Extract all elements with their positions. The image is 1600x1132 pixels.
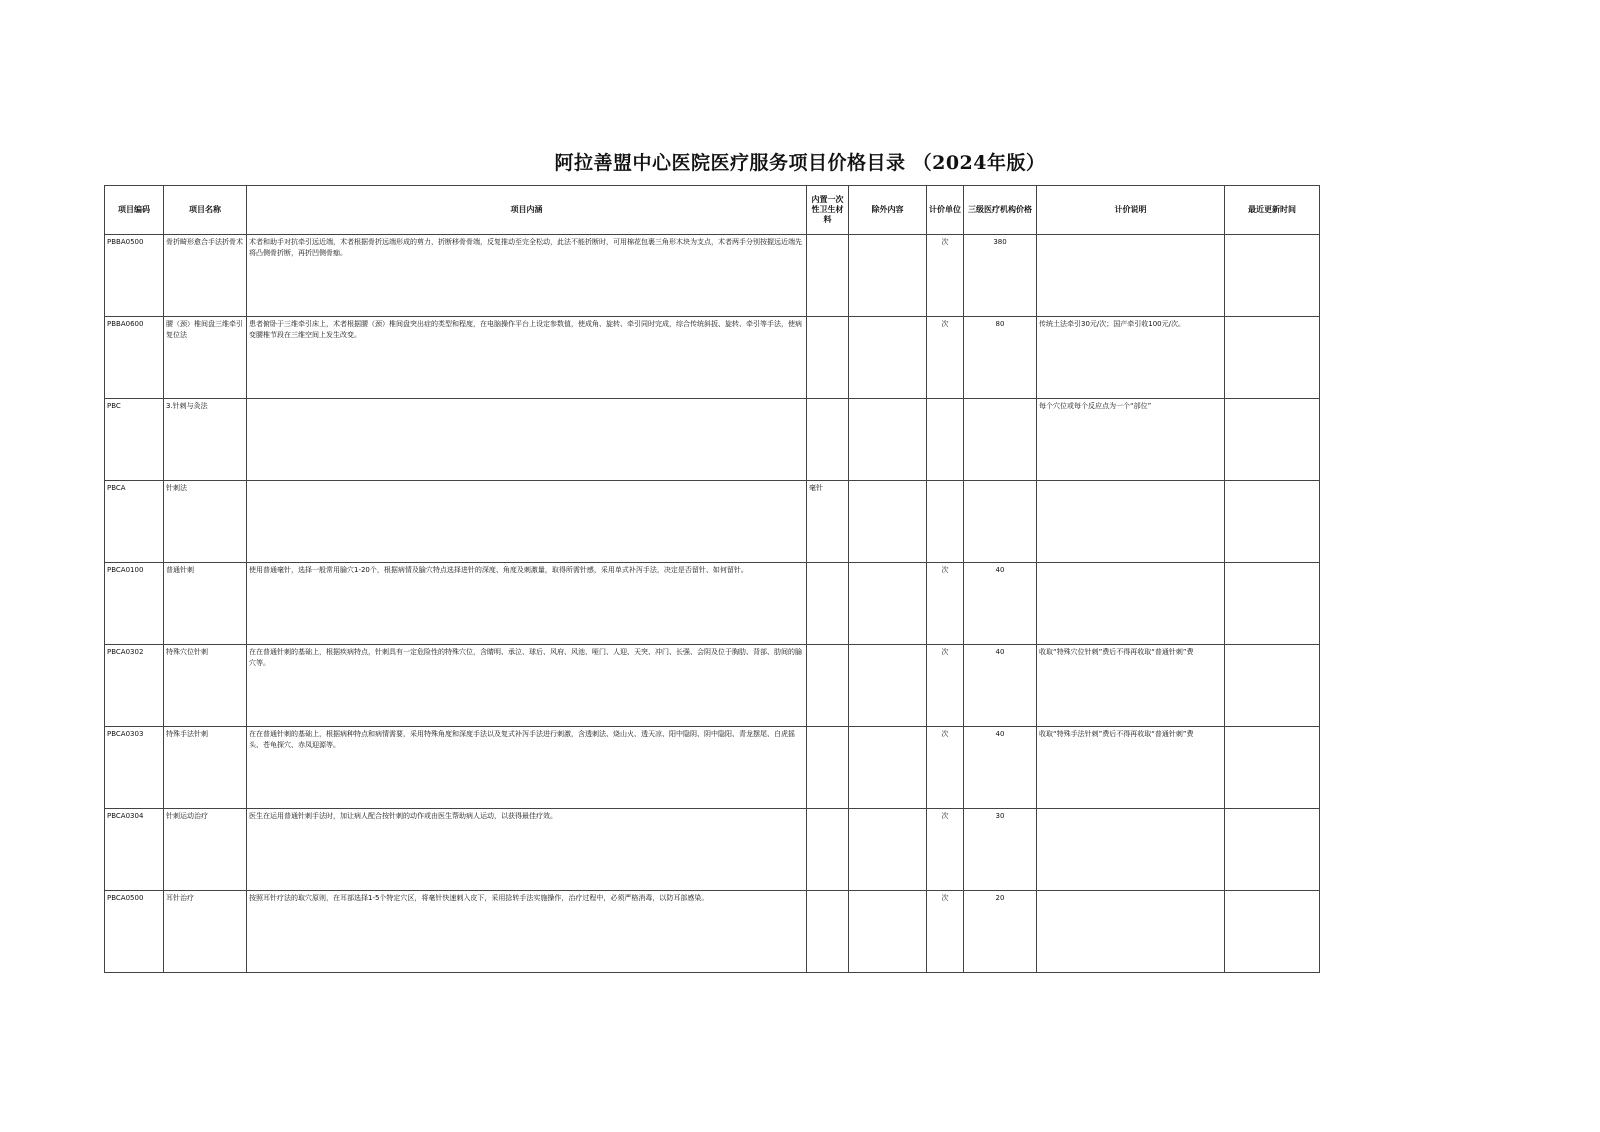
cell-price: 80: [964, 317, 1037, 399]
cell-code: PBCA0302: [105, 645, 164, 727]
cell-updated: [1225, 317, 1320, 399]
table-row: [105, 235, 1320, 317]
table-row: [105, 809, 1320, 891]
cell-price: 40: [964, 645, 1037, 727]
cell-content: 按照耳针疗法的取穴原则，在耳部选择1-5个特定穴区，将毫针快速刺入皮下，采用捻转手法实施操作，治疗过程中，必须严格消毒，以防耳部感染。: [247, 891, 807, 973]
cell-updated: [1225, 481, 1320, 563]
cell-updated: [1225, 727, 1320, 809]
cell-price: 40: [964, 563, 1037, 645]
cell-material: 毫针: [807, 481, 849, 563]
cell-excluded: [849, 235, 927, 317]
cell-content: [247, 481, 807, 563]
cell-price: 40: [964, 727, 1037, 809]
header-excluded: 除外内容: [849, 186, 927, 235]
cell-price: 30: [964, 809, 1037, 891]
cell-excluded: [849, 317, 927, 399]
price-catalog-table: [104, 185, 1320, 973]
cell-price: [964, 399, 1037, 481]
cell-code: PBBA0600: [105, 317, 164, 399]
cell-excluded: [849, 727, 927, 809]
cell-material: [807, 235, 849, 317]
cell-name: 普通针刺: [164, 563, 247, 645]
cell-name: 骨折畸形愈合手法折骨术: [164, 235, 247, 317]
table-row: [105, 481, 1320, 563]
cell-updated: [1225, 809, 1320, 891]
cell-content: 患者俯卧于三维牵引床上，术者根据腰（颈）椎间盘突出症的类型和程度，在电脑操作平台上设定参数值，使成角、旋转、牵引同时完成，综合传统斜扳、旋转、牵引等手法，使病变腰椎节段在三维空间上发生改变。: [247, 317, 807, 399]
cell-code: PBC: [105, 399, 164, 481]
cell-unit: 次: [927, 727, 964, 809]
cell-price: 380: [964, 235, 1037, 317]
cell-note: [1037, 563, 1225, 645]
cell-note: [1037, 481, 1225, 563]
cell-updated: [1225, 891, 1320, 973]
cell-name: 针刺法: [164, 481, 247, 563]
cell-excluded: [849, 809, 927, 891]
cell-excluded: [849, 645, 927, 727]
cell-code: PBBA0500: [105, 235, 164, 317]
header-code: 项目编码: [105, 186, 164, 235]
cell-code: PBCA0100: [105, 563, 164, 645]
cell-updated: [1225, 645, 1320, 727]
cell-content: 在在普通针刺的基础上，根据疾病特点，针刺具有一定危险性的特殊穴位，含睛明、承泣、球后、风府、风池、哑门、人迎、天突、冲门、长强、会阴及位于胸肋、背部、肋间的腧穴等。: [247, 645, 807, 727]
cell-content: 在在普通针刺的基础上，根据病种特点和病情需要，采用特殊角度和深度手法以及复式补泻手法进行刺激，含透刺法、烧山火、透天凉、阳中隐阴、阴中隐阳、青龙摆尾、白虎摇头、苍龟探穴、赤凤迎源等。: [247, 727, 807, 809]
header-price: 三级医疗机构价格: [964, 186, 1037, 235]
table-row: [105, 891, 1320, 973]
cell-note: 收取“特殊穴位针刺”费后不得再收取“普通针刺”费: [1037, 645, 1225, 727]
cell-material: [807, 809, 849, 891]
document-title: 阿拉善盟中心医院医疗服务项目价格目录 （2024年版）: [554, 152, 1046, 174]
cell-unit: [927, 481, 964, 563]
header-material: 内置一次性卫生材料: [807, 186, 849, 235]
cell-note: 每个穴位或每个反应点为一个“部位”: [1037, 399, 1225, 481]
header-updated: 最近更新时间: [1225, 186, 1320, 235]
cell-unit: 次: [927, 891, 964, 973]
table-row: [105, 399, 1320, 481]
cell-unit: 次: [927, 809, 964, 891]
cell-content: [247, 399, 807, 481]
cell-updated: [1225, 563, 1320, 645]
cell-note: [1037, 891, 1225, 973]
cell-unit: 次: [927, 645, 964, 727]
cell-content: 术者和助手对抗牵引远近端，术者根据骨折远端形成的剪力，折断移骨骨端，反复推动至完全松动，此法不能折断时，可用棉花包裹三角形木块为支点，术者两手分别按握远近端先将凸侧骨折断，再折凹侧骨痂。: [247, 235, 807, 317]
cell-note: [1037, 809, 1225, 891]
cell-name: 特殊手法针刺: [164, 727, 247, 809]
header-name: 项目名称: [164, 186, 247, 235]
cell-price: 20: [964, 891, 1037, 973]
table-row: [105, 317, 1320, 399]
cell-material: [807, 399, 849, 481]
header-unit: 计价单位: [927, 186, 964, 235]
cell-code: PBCA0303: [105, 727, 164, 809]
cell-name: 特殊穴位针刺: [164, 645, 247, 727]
cell-unit: 次: [927, 317, 964, 399]
cell-material: [807, 645, 849, 727]
cell-excluded: [849, 481, 927, 563]
cell-unit: 次: [927, 235, 964, 317]
cell-code: PBCA: [105, 481, 164, 563]
table-header-row: [105, 186, 1320, 235]
header-note: 计价说明: [1037, 186, 1225, 235]
table-row: [105, 563, 1320, 645]
cell-name: 腰（颈）椎间盘三维牵引复位法: [164, 317, 247, 399]
cell-excluded: [849, 563, 927, 645]
cell-unit: [927, 399, 964, 481]
cell-name: 针刺运动治疗: [164, 809, 247, 891]
cell-note: 传统土法牵引30元/次；国产牵引收100元/次。: [1037, 317, 1225, 399]
cell-code: PBCA0304: [105, 809, 164, 891]
cell-updated: [1225, 235, 1320, 317]
cell-content: 医生在运用普通针刺手法时，加让病人配合按针刺的动作或由医生帮助病人运动，以获得最佳疗效。: [247, 809, 807, 891]
cell-note: [1037, 235, 1225, 317]
cell-note: 收取“特殊手法针刺”费后不得再收取“普通针刺”费: [1037, 727, 1225, 809]
cell-material: [807, 727, 849, 809]
cell-updated: [1225, 399, 1320, 481]
table-row: [105, 727, 1320, 809]
cell-excluded: [849, 399, 927, 481]
cell-excluded: [849, 891, 927, 973]
cell-material: [807, 317, 849, 399]
header-content: 项目内涵: [247, 186, 807, 235]
cell-price: [964, 481, 1037, 563]
cell-material: [807, 891, 849, 973]
cell-code: PBCA0500: [105, 891, 164, 973]
cell-name: 3.针刺与灸法: [164, 399, 247, 481]
cell-name: 耳针治疗: [164, 891, 247, 973]
cell-material: [807, 563, 849, 645]
cell-content: 使用普通毫针，选择一般常用腧穴1-20个，根据病情及腧穴特点选择进针的深度、角度及刺激量，取得所需针感，采用单式补泻手法，决定是否留针、如何留针。: [247, 563, 807, 645]
table-row: [105, 645, 1320, 727]
cell-unit: 次: [927, 563, 964, 645]
